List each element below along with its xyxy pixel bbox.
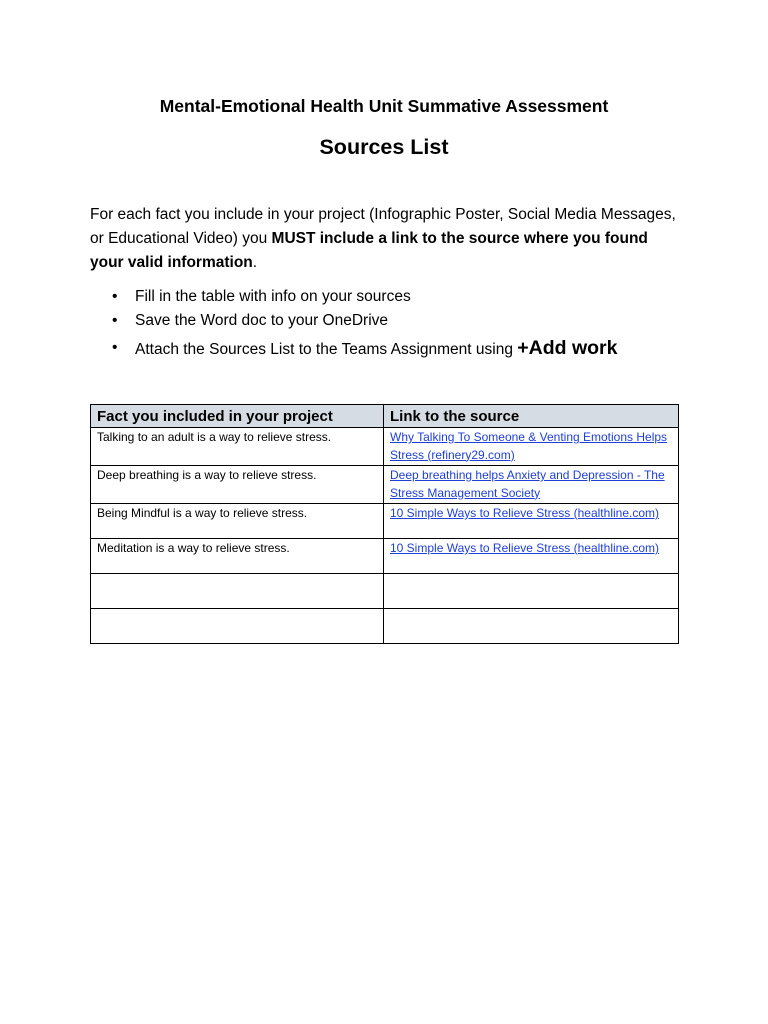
add-work-label: +Add work xyxy=(517,337,618,359)
instruction-list xyxy=(90,285,690,363)
table-header-row xyxy=(91,405,679,428)
column-header-link: Link to the source xyxy=(384,405,679,428)
fact-cell[interactable]: Talking to an adult is a way to relieve stress. xyxy=(91,428,384,466)
page-subtitle: Sources List xyxy=(319,135,449,159)
link-cell[interactable] xyxy=(384,466,679,504)
table-row xyxy=(91,504,679,539)
list-item xyxy=(90,333,690,363)
list-item-text: Save the Word doc to your OneDrive xyxy=(135,312,389,329)
link-cell[interactable] xyxy=(384,539,679,574)
intro-paragraph xyxy=(90,203,680,275)
link-cell[interactable] xyxy=(384,428,679,466)
table-row xyxy=(91,539,679,574)
source-link[interactable]: 10 Simple Ways to Relieve Stress (healthline.com) xyxy=(390,541,659,555)
list-item-text: Attach the Sources List to the Teams Assignment using xyxy=(135,341,518,358)
table-row xyxy=(91,466,679,504)
link-cell[interactable] xyxy=(384,504,679,539)
source-link[interactable]: 10 Simple Ways to Relieve Stress (healthline.com) xyxy=(390,506,659,520)
intro-text: For each fact you include in your project (Infographic Poster, Social Media Messages, or Educational Video) you xyxy=(90,206,676,247)
bullet-icon: • xyxy=(112,312,118,329)
table-row xyxy=(91,428,679,466)
link-cell[interactable] xyxy=(384,609,679,644)
bullet-icon: • xyxy=(112,339,118,356)
fact-cell[interactable] xyxy=(91,574,384,609)
fact-cell[interactable]: Meditation is a way to relieve stress. xyxy=(91,539,384,574)
list-item xyxy=(90,309,690,333)
page-title: Mental-Emotional Health Unit Summative Assessment xyxy=(159,96,609,116)
fact-cell[interactable]: Deep breathing is a way to relieve stress. xyxy=(91,466,384,504)
table-row xyxy=(91,574,679,609)
list-item-text: Fill in the table with info on your sources xyxy=(135,288,411,305)
link-cell[interactable] xyxy=(384,574,679,609)
column-header-fact: Fact you included in your project xyxy=(91,405,384,428)
list-item xyxy=(90,285,690,309)
sources-table xyxy=(90,404,679,644)
intro-bold-text: MUST include a link to the source where you found your valid information xyxy=(90,230,648,271)
table-row xyxy=(91,609,679,644)
fact-cell[interactable]: Being Mindful is a way to relieve stress. xyxy=(91,504,384,539)
fact-cell[interactable] xyxy=(91,609,384,644)
intro-text-end: . xyxy=(252,254,258,271)
bullet-icon: • xyxy=(112,288,118,305)
source-link[interactable]: Deep breathing helps Anxiety and Depression - The Stress Management Society xyxy=(390,468,665,500)
source-link[interactable]: Why Talking To Someone & Venting Emotions Helps Stress (refinery29.com) xyxy=(390,430,668,462)
